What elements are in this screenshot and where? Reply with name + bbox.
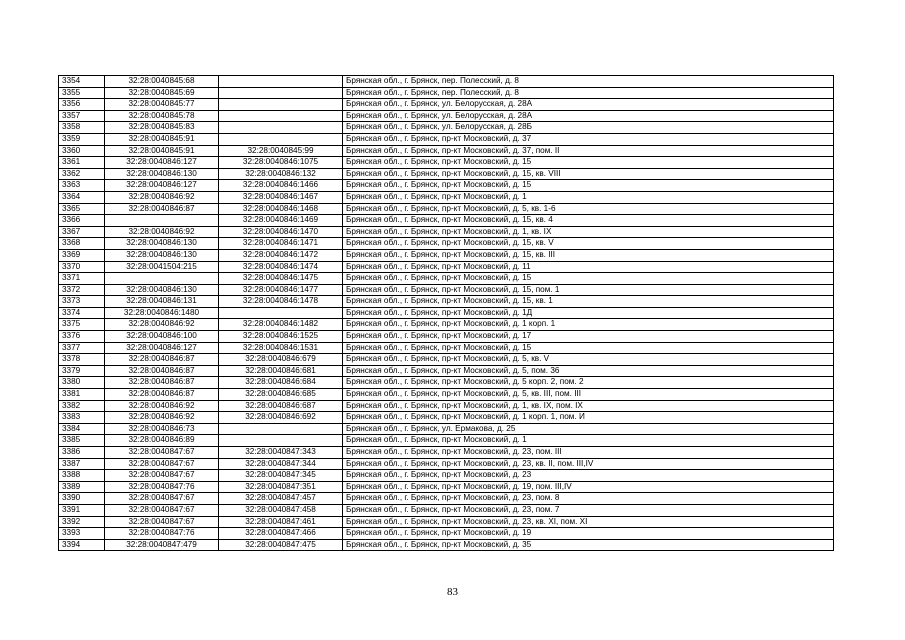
object-number-cell: 32:28:0040846:132 [219, 168, 343, 180]
table-row [59, 296, 834, 308]
row-number-cell: 3365 [59, 203, 105, 215]
address-cell: Брянская обл., г. Брянск, пр-кт Московский, д. 5, пом. 36 [343, 365, 834, 377]
address-cell: Брянская обл., г. Брянск, пр-кт Московский, д. 19, пом. III,IV [343, 481, 834, 493]
table-row [59, 261, 834, 273]
object-number-cell [219, 435, 343, 447]
object-number-cell: 32:28:0040846:1469 [219, 215, 343, 227]
parcel-number-cell: 32:28:0040846:73 [105, 423, 219, 435]
object-number-cell [219, 133, 343, 145]
address-cell: Брянская обл., г. Брянск, пр-кт Московский, д. 23, пом. 8 [343, 493, 834, 505]
address-cell: Брянская обл., г. Брянск, пер. Полесский, д. 8 [343, 76, 834, 88]
address-cell: Брянская обл., г. Брянск, пр-кт Московский, д. 15, кв. V [343, 238, 834, 250]
address-cell: Брянская обл., г. Брянск, пр-кт Московский, д. 1 корп. 1 [343, 319, 834, 331]
table-row [59, 389, 834, 401]
row-number-cell: 3385 [59, 435, 105, 447]
parcel-number-cell: 32:28:0040846:127 [105, 180, 219, 192]
address-cell: Брянская обл., г. Брянск, пр-кт Московский, д. 1 корп. 1, пом. И [343, 412, 834, 424]
parcel-number-cell: 32:28:0040845:68 [105, 76, 219, 88]
registry-table-body [59, 76, 834, 551]
parcel-number-cell: 32:28:0040846:100 [105, 331, 219, 343]
parcel-number-cell: 32:28:0040846:89 [105, 435, 219, 447]
table-row [59, 354, 834, 366]
object-number-cell [219, 110, 343, 122]
table-row [59, 447, 834, 459]
table-row [59, 493, 834, 505]
row-number-cell: 3363 [59, 180, 105, 192]
parcel-number-cell: 32:28:0040845:78 [105, 110, 219, 122]
row-number-cell: 3378 [59, 354, 105, 366]
table-row [59, 423, 834, 435]
table-row [59, 133, 834, 145]
parcel-number-cell: 32:28:0040846:92 [105, 400, 219, 412]
address-cell: Брянская обл., г. Брянск, пр-кт Московский, д. 15 [343, 157, 834, 169]
parcel-number-cell: 32:28:0040846:130 [105, 249, 219, 261]
parcel-number-cell: 32:28:0040846:87 [105, 203, 219, 215]
row-number-cell: 3391 [59, 504, 105, 516]
parcel-number-cell: 32:28:0040846:127 [105, 342, 219, 354]
parcel-number-cell: 32:28:0040846:92 [105, 226, 219, 238]
object-number-cell: 32:28:0040846:1525 [219, 331, 343, 343]
parcel-number-cell: 32:28:0040845:83 [105, 122, 219, 134]
object-number-cell: 32:28:0040846:1075 [219, 157, 343, 169]
row-number-cell: 3376 [59, 331, 105, 343]
row-number-cell: 3389 [59, 481, 105, 493]
address-cell: Брянская обл., г. Брянск, пр-кт Московский, д. 5, кв. V [343, 354, 834, 366]
object-number-cell: 32:28:0040847:466 [219, 528, 343, 540]
row-number-cell: 3388 [59, 470, 105, 482]
object-number-cell [219, 122, 343, 134]
object-number-cell: 32:28:0040846:1475 [219, 273, 343, 285]
row-number-cell: 3357 [59, 110, 105, 122]
table-row [59, 191, 834, 203]
parcel-number-cell: 32:28:0040847:67 [105, 470, 219, 482]
parcel-number-cell [105, 215, 219, 227]
table-row [59, 284, 834, 296]
address-cell: Брянская обл., г. Брянск, пр-кт Московский, д. 15, кв. 1 [343, 296, 834, 308]
table-row [59, 203, 834, 215]
table-row [59, 319, 834, 331]
parcel-number-cell: 32:28:0040846:131 [105, 296, 219, 308]
object-number-cell: 32:28:0040847:343 [219, 447, 343, 459]
table-row [59, 238, 834, 250]
table-row [59, 539, 834, 551]
row-number-cell: 3361 [59, 157, 105, 169]
address-cell: Брянская обл., г. Брянск, пр-кт Московский, д. 37 [343, 133, 834, 145]
parcel-number-cell: 32:28:0040846:130 [105, 238, 219, 250]
address-cell: Брянская обл., г. Брянск, пр-кт Московский, д. 37, пом. II [343, 145, 834, 157]
address-cell: Брянская обл., г. Брянск, пр-кт Московский, д. 35 [343, 539, 834, 551]
parcel-number-cell: 32:28:0040847:67 [105, 516, 219, 528]
parcel-number-cell: 32:28:0040847:479 [105, 539, 219, 551]
table-row [59, 122, 834, 134]
parcel-number-cell: 32:28:0040845:69 [105, 87, 219, 99]
row-number-cell: 3368 [59, 238, 105, 250]
parcel-number-cell: 32:28:0040847:76 [105, 528, 219, 540]
object-number-cell: 32:28:0040846:684 [219, 377, 343, 389]
address-cell: Брянская обл., г. Брянск, пер. Полесский, д. 8 [343, 87, 834, 99]
row-number-cell: 3374 [59, 307, 105, 319]
row-number-cell: 3393 [59, 528, 105, 540]
object-number-cell: 32:28:0040847:351 [219, 481, 343, 493]
table-row [59, 226, 834, 238]
table-row [59, 342, 834, 354]
row-number-cell: 3362 [59, 168, 105, 180]
table-row [59, 157, 834, 169]
parcel-number-cell: 32:28:0040845:77 [105, 99, 219, 111]
row-number-cell: 3367 [59, 226, 105, 238]
address-cell: Брянская обл., г. Брянск, пр-кт Московский, д. 1 [343, 191, 834, 203]
row-number-cell: 3372 [59, 284, 105, 296]
row-number-cell: 3371 [59, 273, 105, 285]
address-cell: Брянская обл., г. Брянск, ул. Ермакова, д. 25 [343, 423, 834, 435]
parcel-number-cell: 32:28:0040846:87 [105, 389, 219, 401]
address-cell: Брянская обл., г. Брянск, пр-кт Московский, д. 5, кв. 1-6 [343, 203, 834, 215]
parcel-number-cell: 32:28:0040846:87 [105, 377, 219, 389]
object-number-cell: 32:28:0040846:1531 [219, 342, 343, 354]
table-row [59, 273, 834, 285]
parcel-number-cell [105, 273, 219, 285]
object-number-cell: 32:28:0040846:681 [219, 365, 343, 377]
row-number-cell: 3364 [59, 191, 105, 203]
parcel-number-cell: 32:28:0040846:92 [105, 319, 219, 331]
parcel-number-cell: 32:28:0040846:87 [105, 365, 219, 377]
object-number-cell: 32:28:0040847:475 [219, 539, 343, 551]
address-cell: Брянская обл., г. Брянск, пр-кт Московский, д. 17 [343, 331, 834, 343]
row-number-cell: 3366 [59, 215, 105, 227]
address-cell: Брянская обл., г. Брянск, пр-кт Московский, д. 11 [343, 261, 834, 273]
object-number-cell: 32:28:0040847:345 [219, 470, 343, 482]
address-cell: Брянская обл., г. Брянск, пр-кт Московский, д. 15 [343, 342, 834, 354]
table-row [59, 307, 834, 319]
address-cell: Брянская обл., г. Брянск, пр-кт Московский, д. 15 [343, 180, 834, 192]
address-cell: Брянская обл., г. Брянск, пр-кт Московский, д. 19 [343, 528, 834, 540]
object-number-cell: 32:28:0040846:679 [219, 354, 343, 366]
parcel-number-cell: 32:28:0041504:215 [105, 261, 219, 273]
object-number-cell [219, 87, 343, 99]
parcel-number-cell: 32:28:0040847:76 [105, 481, 219, 493]
row-number-cell: 3387 [59, 458, 105, 470]
object-number-cell: 32:28:0040847:344 [219, 458, 343, 470]
table-row [59, 87, 834, 99]
object-number-cell [219, 423, 343, 435]
object-number-cell: 32:28:0040846:685 [219, 389, 343, 401]
object-number-cell: 32:28:0040846:1472 [219, 249, 343, 261]
parcel-number-cell: 32:28:0040847:67 [105, 493, 219, 505]
address-cell: Брянская обл., г. Брянск, ул. Белорусская, д. 28А [343, 99, 834, 111]
table-row [59, 365, 834, 377]
address-cell: Брянская обл., г. Брянск, пр-кт Московский, д. 1, кв. IX, пом. IX [343, 400, 834, 412]
row-number-cell: 3359 [59, 133, 105, 145]
address-cell: Брянская обл., г. Брянск, пр-кт Московский, д. 1, кв. IX [343, 226, 834, 238]
table-row [59, 249, 834, 261]
row-number-cell: 3355 [59, 87, 105, 99]
object-number-cell: 32:28:0040847:461 [219, 516, 343, 528]
parcel-number-cell: 32:28:0040847:67 [105, 504, 219, 516]
row-number-cell: 3386 [59, 447, 105, 459]
table-row [59, 215, 834, 227]
address-cell: Брянская обл., г. Брянск, пр-кт Московский, д. 23, пом. III [343, 447, 834, 459]
object-number-cell: 32:28:0040847:458 [219, 504, 343, 516]
table-row [59, 516, 834, 528]
object-number-cell: 32:28:0040846:1482 [219, 319, 343, 331]
address-cell: Брянская обл., г. Брянск, пр-кт Московский, д. 23, пом. 7 [343, 504, 834, 516]
table-row [59, 76, 834, 88]
row-number-cell: 3373 [59, 296, 105, 308]
table-row [59, 504, 834, 516]
parcel-number-cell: 32:28:0040846:87 [105, 354, 219, 366]
address-cell: Брянская обл., г. Брянск, пр-кт Московский, д. 23 [343, 470, 834, 482]
object-number-cell [219, 307, 343, 319]
parcel-number-cell: 32:28:0040847:67 [105, 447, 219, 459]
address-cell: Брянская обл., г. Брянск, пр-кт Московский, д. 23, кв. II, пом. III,IV [343, 458, 834, 470]
object-number-cell: 32:28:0040845:99 [219, 145, 343, 157]
registry-table [58, 75, 834, 551]
address-cell: Брянская обл., г. Брянск, пр-кт Московский, д. 5, кв. III, пом. III [343, 389, 834, 401]
object-number-cell: 32:28:0040846:1478 [219, 296, 343, 308]
address-cell: Брянская обл., г. Брянск, пр-кт Московский, д. 15, кв. 4 [343, 215, 834, 227]
table-row [59, 331, 834, 343]
row-number-cell: 3382 [59, 400, 105, 412]
parcel-number-cell: 32:28:0040846:92 [105, 191, 219, 203]
row-number-cell: 3379 [59, 365, 105, 377]
row-number-cell: 3354 [59, 76, 105, 88]
table-row [59, 168, 834, 180]
table-row [59, 458, 834, 470]
table-row [59, 110, 834, 122]
table-row [59, 145, 834, 157]
parcel-number-cell: 32:28:0040845:91 [105, 133, 219, 145]
parcel-number-cell: 32:28:0040846:127 [105, 157, 219, 169]
address-cell: Брянская обл., г. Брянск, пр-кт Московский, д. 1Д [343, 307, 834, 319]
row-number-cell: 3394 [59, 539, 105, 551]
row-number-cell: 3358 [59, 122, 105, 134]
table-row [59, 180, 834, 192]
row-number-cell: 3356 [59, 99, 105, 111]
table-row [59, 412, 834, 424]
table-row [59, 470, 834, 482]
object-number-cell [219, 99, 343, 111]
row-number-cell: 3383 [59, 412, 105, 424]
address-cell: Брянская обл., г. Брянск, пр-кт Московский, д. 5 корп. 2, пом. 2 [343, 377, 834, 389]
object-number-cell: 32:28:0040846:1468 [219, 203, 343, 215]
object-number-cell: 32:28:0040846:692 [219, 412, 343, 424]
address-cell: Брянская обл., г. Брянск, ул. Белорусская, д. 28Б [343, 122, 834, 134]
row-number-cell: 3390 [59, 493, 105, 505]
parcel-number-cell: 32:28:0040846:130 [105, 168, 219, 180]
address-cell: Брянская обл., г. Брянск, пр-кт Московский, д. 1 [343, 435, 834, 447]
address-cell: Брянская обл., г. Брянск, пр-кт Московский, д. 15, кв. III [343, 249, 834, 261]
parcel-number-cell: 32:28:0040846:92 [105, 412, 219, 424]
object-number-cell: 32:28:0040846:1467 [219, 191, 343, 203]
object-number-cell: 32:28:0040846:1474 [219, 261, 343, 273]
row-number-cell: 3384 [59, 423, 105, 435]
object-number-cell: 32:28:0040846:687 [219, 400, 343, 412]
parcel-number-cell: 32:28:0040846:1480 [105, 307, 219, 319]
table-row [59, 377, 834, 389]
object-number-cell: 32:28:0040846:1477 [219, 284, 343, 296]
object-number-cell: 32:28:0040846:1466 [219, 180, 343, 192]
table-row [59, 481, 834, 493]
table-row [59, 435, 834, 447]
object-number-cell: 32:28:0040847:457 [219, 493, 343, 505]
row-number-cell: 3380 [59, 377, 105, 389]
object-number-cell: 32:28:0040846:1470 [219, 226, 343, 238]
row-number-cell: 3381 [59, 389, 105, 401]
row-number-cell: 3392 [59, 516, 105, 528]
table-row [59, 400, 834, 412]
object-number-cell [219, 76, 343, 88]
row-number-cell: 3370 [59, 261, 105, 273]
row-number-cell: 3360 [59, 145, 105, 157]
table-row [59, 99, 834, 111]
page-number: 83 [447, 586, 458, 598]
parcel-number-cell: 32:28:0040845:91 [105, 145, 219, 157]
address-cell: Брянская обл., г. Брянск, пр-кт Московский, д. 15, пом. 1 [343, 284, 834, 296]
table-row [59, 528, 834, 540]
object-number-cell: 32:28:0040846:1471 [219, 238, 343, 250]
parcel-number-cell: 32:28:0040846:130 [105, 284, 219, 296]
address-cell: Брянская обл., г. Брянск, ул. Белорусская, д. 28А [343, 110, 834, 122]
row-number-cell: 3369 [59, 249, 105, 261]
address-cell: Брянская обл., г. Брянск, пр-кт Московский, д. 15, кв. VIII [343, 168, 834, 180]
row-number-cell: 3375 [59, 319, 105, 331]
parcel-number-cell: 32:28:0040847:67 [105, 458, 219, 470]
address-cell: Брянская обл., г. Брянск, пр-кт Московский, д. 23, кв. XI, пом. XI [343, 516, 834, 528]
address-cell: Брянская обл., г. Брянск, пр-кт Московский, д. 15 [343, 273, 834, 285]
row-number-cell: 3377 [59, 342, 105, 354]
